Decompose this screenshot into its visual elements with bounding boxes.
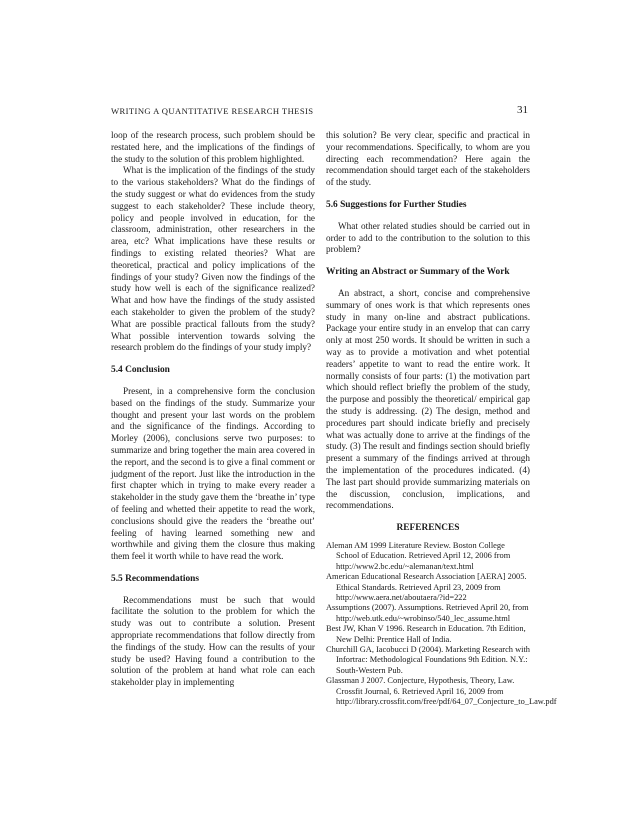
section-heading-recommendations: 5.5 Recommendations <box>111 573 200 584</box>
section-heading-abstract: Writing an Abstract or Summary of the Work <box>326 267 510 278</box>
paragraph: What other related studies should be carried out in order to add to the contribution to the solution to this problem? <box>326 220 530 255</box>
reference-item: Churchill GA, Iacobucci D (2004). Marketing Research with Infortrac: Methodological Foundations 9th Edition. N.Y.: South-Western Pub. <box>326 644 530 675</box>
reference-item: Aleman AM 1999 Literature Review. Boston College School of Education. Retrieved April 12, 2006 from http://www2.bc.edu/~alemanan/text.html <box>326 540 511 571</box>
paragraph: An abstract, a short, concise and comprehensive summary of ones work is that which represents ones study in many on-line and abstract publications. Package your entire study in an envelop that can carry only at most 250 words. It should be written in such a way as to provide a motivation and whet potential readers’ appetite to want to read the entire work. It normally consists of four parts: (1) the motivation part which should reflect briefly the problem of the study, the purpose and possibly the theoretical/ empirical gap the study is addressing. (2) The design, method and procedures part should indicate briefly and precisely what was actually done to arrive at the findings of the study. (3) The result and findings section should briefly present a summary of the findings arrived at through the implementation of the procedures indicated. (4) The last part should provide summarizing materials on the discussion, conclusion, implications, and recommendations. <box>326 287 530 511</box>
page-number: 31 <box>517 104 528 116</box>
reference-item: American Educational Research Association [AERA] 2005. Ethical Standards. Retrieved April 23, 2009 from http://www.aera.net/aboutaera/?id=222 <box>326 572 527 602</box>
paragraph: Present, in a comprehensive form the conclusion based on the findings of the study. Summarize your thought and present your last words on the problem and the significance of the findings. According to Morley (2006), conclusions serve two purposes: to summarize and bring together the main area covered in the report, and the second is to give a final comment or judgment of the report. Just like the introduction in the first chapter which in trying to make every reader a stakeholder in the study gave them the ‘breathe in’ type of feeling and whetted their appetite to read the work, conclusions should give the readers the ‘breathe out’ feeling of having learned something new and worthwhile and giving them the closure thus making them feel it worth while to have read the work. <box>111 385 315 562</box>
section-heading-conclusion: 5.4 Conclusion <box>111 365 170 376</box>
paragraph: loop of the research process, such problem should be restated here, and the implications of the findings of the study to the solution of this problem highlighted. <box>111 130 315 164</box>
paragraph: Recommendations must be such that would facilitate the solution to the problem for which the study was out to contribute a solution. Present appropriate recommendations that follow directly from the findings of the study. How can the results of your study be used? Having found a contribution to the solution of the problem at hand what role can each stakeholder play in implementing <box>111 594 315 688</box>
left-column <box>111 130 315 689</box>
reference-item: Glassman J 2007. Conjecture, Hypothesis, Theory, Law. Crossfit Journal, 6. Retrieved April 16, 2009 from http://library.crossfit.com/free/pdf/64_07_Conjecture_to_Law.pdf <box>326 676 557 706</box>
references-list <box>326 540 557 708</box>
paragraph: this solution? Be very clear, specific and practical in your recommendations. Specifically, to whom are you directing each recommendation? Here again the recommendation should target each of the stakeholders of the study. <box>326 130 530 188</box>
section-heading-further-studies: 5.6 Suggestions for Further Studies <box>326 199 467 210</box>
paragraph: What is the implication of the findings of the study to the various stakeholders? What do the findings of the study suggest or what do evidences from the study suggest to each stakeholder? These include theory, policy and people involved in education, for the classroom, administration, other researchers in the area, etc? What implications have these results or findings to existing related theories? What are theoretical, practical and policy implications of the findings of your study? Given now the findings of the study how well is each of the significance realized? What and how have the findings of the study assisted each stakeholder to given the problem of the study? What are possible practical fallouts from the study? What possible intervention towards solving the research problem do the findings of your study imply? <box>111 165 315 353</box>
right-column <box>326 130 557 707</box>
references-heading: REFERENCES <box>396 523 460 534</box>
running-head: WRITING A QUANTITATIVE RESEARCH THESIS <box>111 106 314 116</box>
reference-item: Best JW, Khan V 1996. Research in Education. 7th Edition, New Delhi: Prentice Hall of India. <box>326 624 526 644</box>
reference-item: Assumptions (2007). Assumptions. Retrieved April 20, from http://web.utk.edu/~wrobinso/540_lec_assume.html <box>326 603 529 623</box>
